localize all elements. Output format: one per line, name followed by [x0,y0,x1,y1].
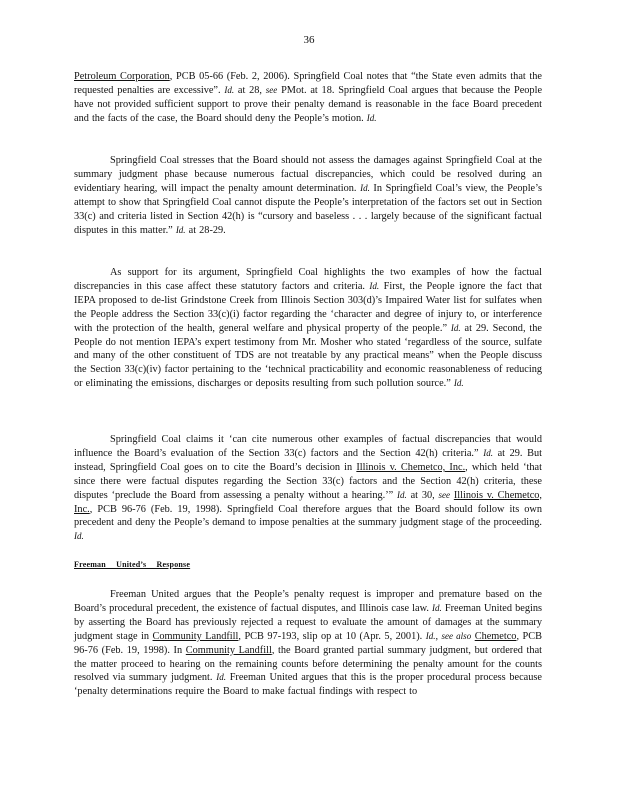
case-citation: Illinois v. Chemetco, Inc. [74,489,543,515]
paragraph-text: at 28-29. [185,224,226,236]
id-citation: Id. [74,531,84,542]
paragraph-2 [74,154,542,237]
paragraph-text: PMot. at 18. Springfield Coal argues that because the People have not provided sufficient support to prove their penalty demand is reasonable in the face Board precedent and the facts of the case, the Board should deny the People’s motion. [74,84,543,124]
page-number: 36 [303,34,315,46]
id-citation: Id. [369,280,380,291]
id-citation: Id. [224,84,235,95]
case-citation: Community Landfill [152,630,239,642]
id-citation: Id. [425,630,436,641]
paragraph-text: , which held ‘that since there were factual disputes regarding the Section 33(c) factors and the Section 42(h) criteria, these disputes ‘preclude the Board from assessing a penalty without a hearing.’” [74,461,542,501]
id-citation: Id. [450,322,461,333]
paragraph-text: Springfield Coal claims it ‘can cite numerous other examples of factual discrepancies that would influence the Board’s evaluation of the Section 33(c) factors and the Section 42(h) criteria.” [74,434,542,459]
paragraph-text: at 29. Second, the People do not mention IEPA’s expert testimony from Mr. Mosher who stated ‘regardless of the source, sulfate and many of the other constituent of TDS are not treatable by any practical means” when the People discuss the Section 33(c)(iv) factor pertaining to the ‘technical practicability and economic reasonableness of reducing or eliminating the emissions, discharges or deposits resulting from such pollution source.” [74,322,542,390]
id-citation: Id. [397,489,407,500]
paragraph-3 [74,266,542,391]
paragraph-text: Springfield Coal stresses that the Board should not assess the damages against Springfield Coal at the summary judgment phase because numerous factual discrepancies, which could be resolved during an evidentiary hearing, will impact the penalty amount determination. [74,155,542,194]
paragraph-1 [74,70,542,126]
paragraph-text: at 30, [406,489,439,501]
paragraph-text: As support for its argument, Springfield Coal highlights the two examples of how the factual discrepancies in this case affect these statutory factors and criteria. [74,267,542,292]
paragraph-text: , PCB 97-193, slip op at 10 (Apr. 5, 2001). [238,630,426,642]
section-heading: Freeman United’s Response [74,560,191,569]
case-citation: Community Landfill [185,644,272,656]
id-citation: Id. [432,602,442,613]
paragraph-text: , PCB 96-76 (Feb. 19, 1998). In [74,630,542,656]
paragraph-text: , the Board granted partial summary judgment, but ordered that the matter proceed to hearing on the remaining counts before determining the penalty amount for the counts resolved via summary judgment. [74,644,543,684]
id-citation: Id. [175,224,186,235]
paragraph-text: at 29. But instead, Springfield Coal goes on to cite the Board’s decision in [74,447,542,473]
paragraph-4 [74,433,542,544]
paragraph-5 [74,588,542,699]
paragraph-text: , PCB 05-66 (Feb. 2, 2006). Springfield Coal notes that “the State even admits that the requested penalties are excessive”. [74,71,542,96]
case-citation: Petroleum Corporation [74,71,170,82]
paragraph-text: Freeman United begins by asserting the Board has previously rejected a request to evaluate the amount of damages at the summary judgment stage in [74,602,542,642]
paragraph-text: , PCB 96-76 (Feb. 19, 1998). Springfield Coal therefore argues that the Board should follow its own precedent and deny the People’s demand to impose penalties at the summary judgment stage of the proceeding. [74,503,542,529]
id-citation: Id. [453,378,464,389]
id-citation: Id. [366,112,377,123]
signal-see-also: see also [441,630,472,641]
signal-see: see [265,84,278,95]
signal-see: see [438,489,451,500]
paragraph-text: In Springfield Coal’s view, the People’s attempt to show that Springfield Coal cannot dispute the People’s interpretation of the factors set out in Section 33(c) and criteria listed in Section 42(h) is “cursory and baseless . . . largely because of the significant factual disputes in this matter.” [74,182,542,236]
id-citation: Id. [216,672,226,683]
paragraph-text: Freeman United argues that this is the proper procedural process because ‘penalty determinations require the Board to make factual findings with respect to [74,672,542,698]
case-citation: Chemetco [474,630,517,642]
paragraph-text: , [435,630,442,642]
id-citation: Id. [360,182,370,193]
id-citation: Id. [483,447,493,458]
paragraph-text: at 28, [234,84,266,96]
paragraph-text: Freeman United argues that the People’s penalty request is improper and premature based on the Board’s procedural precedent, the existence of factual disputes, and Illinois case law. [74,589,542,614]
case-citation: Illinois v. Chemetco, Inc. [356,461,466,473]
paragraph-text: First, the People ignore the fact that IEPA proposed to de-list Grindstone Creek from Illinois Section 303(d)’s Impaired Water list for sulfates when the People address the Section 33(c)(i) factor regarding the ‘character and degree of injury to, or interference with the protection of the health, general welfare and physical property of the people.” [74,280,542,334]
